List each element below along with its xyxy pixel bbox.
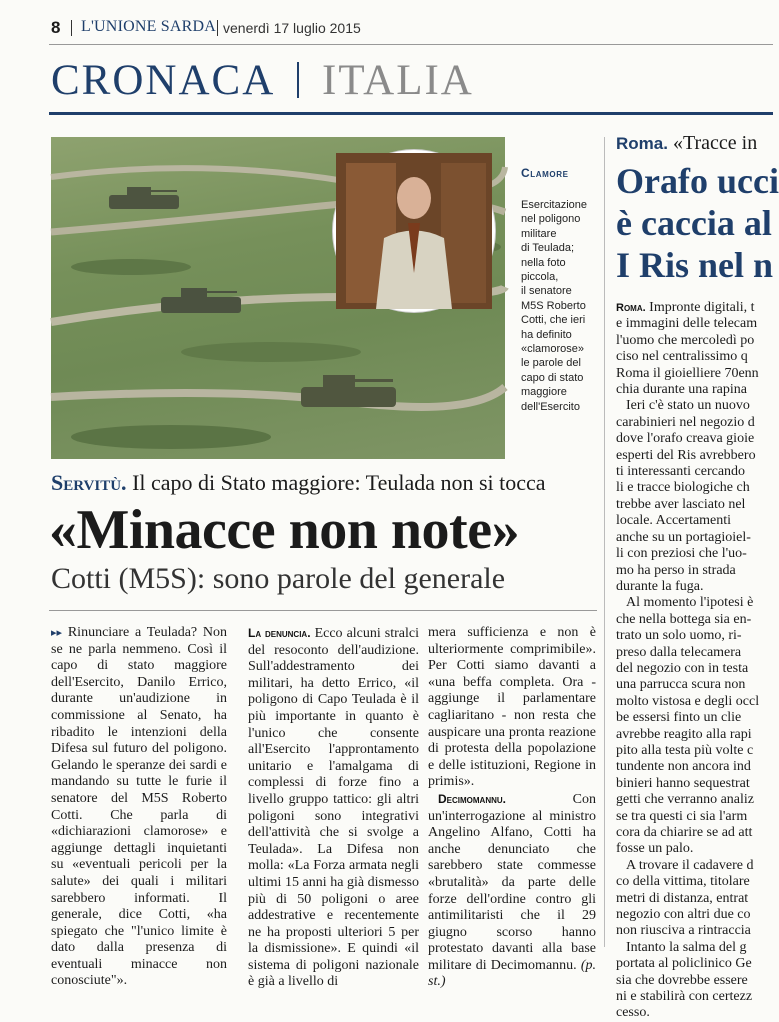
col2-text: Ecco alcuni stralci del resoconto dell'audizione. Sull'addestramento dei militari, ha detto Errico, «il poligono di Capo Teulada è il più importante in quanto è l'unico che consente all'Esercito l'approntamento unitario e l'amalgama di complessi di forze fino a livello gruppo tattico: gli altri poligoni sono integrativi dell'attività che si svolge a Teulada». La Difesa non molla: «La Forza armata negli ultimi 15 anni ha già dismesso più di 50 poligoni o aree addestrative e recentemente ne ha proposti ulteriori 5 per la dismissione». E quindi «il sistema di poligoni nazionale è già a livello di bbox=[248, 626, 420, 990]
side-body-line bbox=[616, 940, 773, 956]
side-body-line bbox=[616, 464, 773, 480]
side-body-line bbox=[616, 645, 773, 661]
side-body-line bbox=[616, 448, 773, 464]
headline: «Minacce non note» bbox=[49, 499, 520, 561]
side-body-line bbox=[616, 382, 773, 398]
side-body-line bbox=[616, 563, 773, 579]
side-body-line bbox=[616, 595, 773, 611]
side-body-line bbox=[616, 727, 773, 743]
side-body-text: ni e stabilirà con certezz bbox=[616, 989, 753, 1005]
side-body-text: fosse un palo. bbox=[616, 841, 694, 857]
column-divider bbox=[604, 137, 605, 947]
portrait-illustration bbox=[336, 153, 492, 309]
side-body-text: esperti del Ris avrebbero bbox=[616, 447, 756, 463]
side-body-line bbox=[616, 349, 773, 365]
issue-date: venerdì 17 luglio 2015 bbox=[223, 20, 361, 36]
side-body-text: Ieri c'è stato un nuovo bbox=[626, 398, 750, 414]
side-body-line bbox=[616, 612, 773, 628]
side-body-text: e immagini delle telecam bbox=[616, 316, 758, 332]
article-column-2 bbox=[248, 625, 419, 991]
side-body-text: cesso. bbox=[616, 1005, 650, 1021]
caption-line: militare bbox=[521, 227, 557, 240]
arrow-icon: ▸▸ bbox=[51, 627, 63, 639]
side-body-rubric: Roma. bbox=[616, 302, 646, 314]
side-body-text: che nella bottega sia en- bbox=[616, 611, 752, 627]
subheadline: Cotti (M5S): sono parole del generale bbox=[51, 562, 506, 595]
caption-line: M5S Roberto bbox=[521, 299, 586, 312]
top-rule bbox=[49, 44, 773, 45]
divider bbox=[71, 20, 72, 36]
side-body-text: trebbe aver lasciato nel bbox=[616, 496, 746, 512]
caption-line: Cotti, che ieri bbox=[521, 314, 586, 327]
side-body-text: binieri hanno sequestrat bbox=[616, 775, 750, 791]
caption-line: «clamorose» bbox=[521, 343, 584, 356]
caption-title: Clamore bbox=[521, 166, 569, 180]
rubric-la-denuncia: La denuncia. bbox=[248, 626, 311, 640]
side-body-text: li e tracce biologiche ch bbox=[616, 480, 750, 496]
side-body-text: chia durante una rapina bbox=[616, 382, 747, 398]
side-body-line bbox=[616, 841, 773, 857]
divider bbox=[217, 20, 218, 36]
side-body-line bbox=[616, 316, 773, 332]
col1-text: Rinunciare a Teulada? Non se ne parla nemmeno. Così il capo di stato maggiore dell'Esercito, Danilo Errico, durante un'audizione in commissione al Senato, ha ribadito le intenzioni della Difesa sul futuro del poligono. Gelando le speranze dei sardi e mandando su tutte le furie il senatore del M5S Roberto Cotti. Che parla di «dichiarazioni clamorose» e aggiunge dettagli inquietanti su «eventuali pericoli per la salute» dei quali i militari sarebbero informati. Il generale, dice Cotti, «ha spiegato che "l'unico limite è dato dalla presenza di eventuali minacce non conosciute"». bbox=[51, 625, 228, 989]
side-body-line bbox=[616, 497, 773, 513]
side-body-text: ciso nel centralissimo q bbox=[616, 349, 748, 365]
caption-line: Esercitazione bbox=[521, 199, 588, 211]
author-signature: (p. st.) bbox=[428, 957, 596, 990]
side-headline-line: è caccia al bbox=[616, 203, 772, 243]
side-body-text: cora da chiarire se ad att bbox=[616, 825, 753, 840]
side-headline-line: Orafo ucci bbox=[616, 161, 779, 201]
side-body-text: trato un solo uomo, ri- bbox=[616, 628, 742, 644]
side-body-text: getti che verranno analiz bbox=[616, 792, 754, 808]
caption-line: piccola, bbox=[521, 271, 559, 284]
kicker-text: Il capo di Stato maggiore: Teulada non si tocca bbox=[132, 470, 546, 495]
side-body-line bbox=[616, 694, 773, 710]
side-headline bbox=[616, 160, 779, 286]
side-body-text: locale. Accertamenti bbox=[616, 513, 732, 529]
side-body-text: A trovare il cadavere d bbox=[626, 857, 754, 873]
side-body-text: molto vistosa e degli occl bbox=[616, 693, 760, 709]
side-body-text: del negozio con in testa bbox=[616, 660, 749, 676]
caption-line: di Teulada; bbox=[521, 242, 575, 255]
side-body-text: se tra questi ci sia l'arm bbox=[616, 808, 748, 824]
side-kicker-label: Roma. bbox=[616, 134, 668, 153]
side-body-line bbox=[616, 661, 773, 677]
side-body-text: non riusciva a rintraccia bbox=[616, 923, 751, 939]
side-body-line bbox=[616, 809, 773, 825]
page-number: 8 bbox=[51, 18, 61, 37]
side-body-line bbox=[616, 398, 773, 414]
side-body-line bbox=[616, 858, 773, 874]
side-body-text: l'uomo che mercoledì po bbox=[616, 332, 755, 348]
col3-text-b: Con un'interrogazione al ministro Angelino Alfano, Cotti ha anche denunciato che sarebbero state commesse «brutalità» da parte delle forze dell'ordine contro gli antimilitaristi che il 29 giugno scorso hanno protestato davanti alla base militare di Decimomannu. bbox=[428, 791, 596, 973]
caption-line: le parole del bbox=[521, 357, 581, 370]
photo-caption bbox=[521, 198, 613, 414]
section-divider bbox=[297, 62, 299, 98]
side-body-text: Intanto la salma del g bbox=[626, 939, 747, 955]
side-headline-line: I Ris nel n bbox=[616, 245, 774, 285]
side-body-line bbox=[616, 628, 773, 644]
caption-line: capo di stato bbox=[521, 371, 584, 384]
side-body-line bbox=[616, 415, 773, 431]
side-body-line bbox=[616, 579, 773, 595]
side-body-line bbox=[616, 530, 773, 546]
side-body-line bbox=[616, 923, 773, 939]
caption-line: dell'Esercito bbox=[521, 400, 580, 413]
side-body-line bbox=[616, 874, 773, 890]
side-body-text: tundente non ancora ind bbox=[616, 759, 751, 775]
side-body-text: co della vittima, titolare bbox=[616, 874, 750, 890]
side-body-line bbox=[616, 300, 773, 316]
side-body-text: metri di distanza, entrat bbox=[616, 890, 749, 906]
side-body-line bbox=[616, 792, 773, 808]
side-body-text: li con preziosi che l'uo- bbox=[616, 546, 747, 562]
senator-photo bbox=[333, 150, 495, 312]
col3-text-a: mera sufficienza e non è ulteriormente comprimibile». Per Cotti siamo davanti a «una beffa completa. Ora - aggiunge il parlamentare cagliaritano - non resta che auspicare una pronta reazione di protesta della popolazione e delle istituzioni, Regione in primis». bbox=[428, 625, 596, 790]
side-body-text: avrebbe reagito alla rapi bbox=[616, 726, 752, 742]
side-body-line bbox=[616, 891, 773, 907]
side-body-text: Al momento l'ipotesi è bbox=[626, 595, 754, 611]
side-body-line bbox=[616, 776, 773, 792]
rubric-decimomannu: Decimomannu. bbox=[438, 791, 506, 806]
side-body-text: una parrucca scura non bbox=[616, 677, 746, 693]
side-body-line bbox=[616, 431, 773, 447]
side-body-line bbox=[616, 743, 773, 759]
caption-line: maggiore bbox=[521, 386, 567, 399]
side-body-line bbox=[616, 333, 773, 349]
side-body-text: portata al policlinico Ge bbox=[616, 956, 752, 972]
newspaper-name: L'UNIONE SARDA bbox=[81, 18, 217, 35]
side-body-text: ti interessanti cercando bbox=[616, 464, 746, 480]
section-secondary: ITALIA bbox=[322, 57, 474, 104]
side-article-body bbox=[616, 300, 773, 1021]
side-body-text: dove l'orafo creava gioie bbox=[616, 431, 755, 447]
side-body-line bbox=[616, 366, 773, 382]
section-primary: CRONACA bbox=[51, 57, 276, 104]
side-kicker-text: «Tracce in bbox=[672, 132, 758, 154]
side-body-line bbox=[616, 825, 773, 841]
side-body-text: negozio con altri due co bbox=[616, 907, 751, 923]
article-kicker bbox=[51, 470, 546, 496]
caption-line: il senatore bbox=[521, 285, 572, 298]
caption-line: nel poligono bbox=[521, 213, 581, 226]
side-body-text: be essersi finto un clie bbox=[616, 710, 742, 726]
side-body-line bbox=[616, 677, 773, 693]
side-body-line bbox=[616, 907, 773, 923]
side-body-line bbox=[616, 956, 773, 972]
article-column-1 bbox=[51, 625, 227, 990]
side-body-text: mo ha perso in strada bbox=[616, 562, 736, 578]
headline-rule bbox=[49, 610, 597, 611]
side-body-text: sia che dovrebbe essere bbox=[616, 972, 748, 988]
side-body-text: anche su un portagioiel- bbox=[616, 529, 751, 545]
caption-line: nella foto bbox=[521, 256, 566, 269]
side-body-line bbox=[616, 759, 773, 775]
side-body-line bbox=[616, 546, 773, 562]
side-body-text: Roma il gioielliere 70enn bbox=[616, 365, 759, 381]
side-body-line bbox=[616, 1005, 773, 1021]
side-body-text: pito alla testa più volte c bbox=[616, 742, 754, 758]
side-body-line bbox=[616, 480, 773, 496]
section-rule bbox=[49, 112, 773, 115]
side-body-text: Impronte digitali, t bbox=[649, 300, 755, 315]
side-body-line bbox=[616, 710, 773, 726]
side-body-line bbox=[616, 973, 773, 989]
side-body-text: preso dalla telecamera bbox=[616, 644, 742, 660]
caption-line: ha definito bbox=[521, 328, 572, 341]
side-body-line bbox=[616, 513, 773, 529]
side-kicker bbox=[616, 132, 757, 155]
side-body-text: carabinieri nel negozio d bbox=[616, 414, 755, 430]
kicker-label: Servitù. bbox=[51, 470, 127, 495]
article-column-3 bbox=[428, 625, 596, 991]
side-body-line bbox=[616, 989, 773, 1005]
side-body-text: durante la fuga. bbox=[616, 578, 704, 594]
